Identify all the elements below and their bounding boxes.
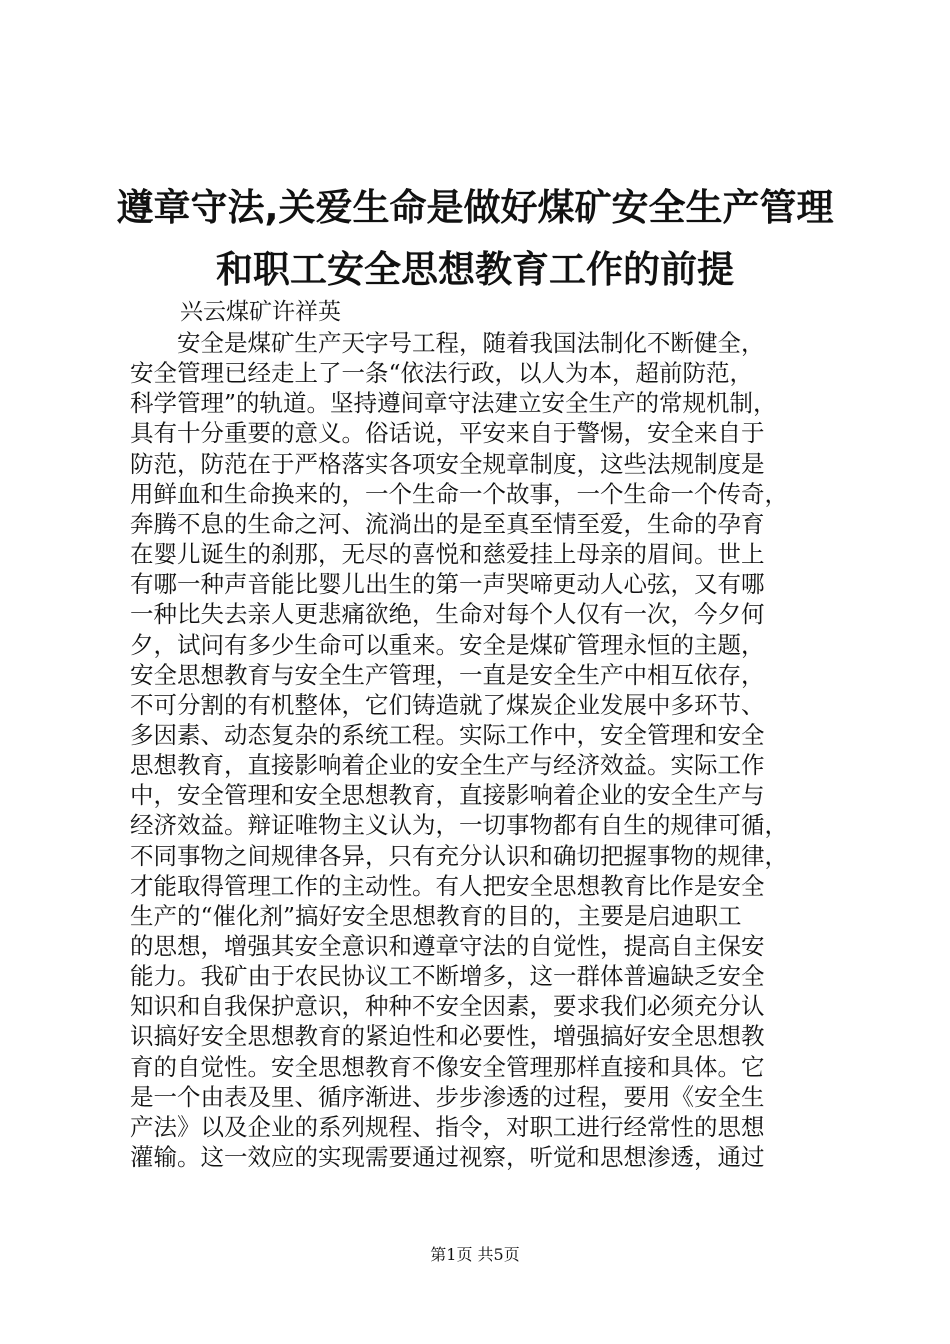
body-line: 中，安全管理和安全思想教育，直接影响着企业的安全生产与 xyxy=(130,781,765,810)
body-line: 安全是煤矿生产天字号工程，随着我国法制化不断健全， xyxy=(130,329,765,357)
document-title-line-1: 遵章守法,关爱生命是做好煤矿安全生产管理 xyxy=(116,186,834,229)
body-line: 夕，试问有多少生命可以重来。安全是煤矿管理永恒的主题， xyxy=(130,630,765,659)
body-line: 多因素、动态复杂的系统工程。实际工作中，安全管理和安全 xyxy=(130,720,765,749)
body-line: 的思想，增强其安全意识和遵章守法的自觉性，提高自主保安 xyxy=(130,932,765,960)
document-title-line-2: 和职工安全思想教育工作的前提 xyxy=(216,248,734,291)
body-line: 用鲜血和生命换来的，一个生命一个故事，一个生命一个传奇， xyxy=(130,479,788,508)
body-line: 不同事物之间规律各异，只有充分认识和确切把握事物的规律， xyxy=(130,841,788,870)
body-line: 科学管理”的轨道。坚持遵间章守法建立安全生产的常规机制， xyxy=(130,389,777,418)
body-line: 能力。我矿由于农民协议工不断增多，这一群体普遍缺乏安全 xyxy=(130,962,765,991)
body-line: 安全思想教育与安全生产管理，一直是安全生产中相互依存， xyxy=(130,660,765,689)
body-line: 灌输。这一效应的实现需要通过视察，听觉和思想渗透，通过 xyxy=(130,1143,765,1172)
body-line: 安全管理已经走上了一条“依法行政，以人为本，超前防范， xyxy=(130,359,754,388)
body-line: 经济效益。辩证唯物主义认为，一切事物都有自生的规律可循， xyxy=(130,811,788,840)
body-line: 不可分割的有机整体，它们铸造就了煤炭企业发展中多环节、 xyxy=(130,690,765,719)
body-line: 思想教育，直接影响着企业的安全生产与经济效益。实际工作 xyxy=(130,751,765,780)
body-line: 识搞好安全思想教育的紧迫性和必要性，增强搞好安全思想教 xyxy=(130,1022,765,1051)
body-line: 育的自觉性。安全思想教育不像安全管理那样直接和具体。它 xyxy=(130,1052,765,1081)
document-author: 兴云煤矿许祥英 xyxy=(180,299,341,325)
body-line: 具有十分重要的意义。俗话说，平安来自于警惕，安全来自于 xyxy=(130,419,765,448)
body-line: 产法》以及企业的系列规程、指令，对职工进行经常性的思想 xyxy=(130,1112,765,1141)
body-line: 是一个由表及里、循序渐进、步步渗透的过程，要用《安全生 xyxy=(130,1082,765,1111)
body-line: 生产的“催化剂”搞好安全思想教育的目的，主要是启迪职工 xyxy=(130,901,742,930)
body-line: 知识和自我保护意识，种种不安全因素，要求我们必须充分认 xyxy=(130,992,765,1021)
body-line: 奔腾不息的生命之河、流淌出的是至真至情至爱，生命的孕育 xyxy=(130,509,765,538)
body-line: 有哪一种声音能比婴儿出生的第一声哭啼更动人心弦，又有哪 xyxy=(130,570,765,599)
body-line: 防范，防范在于严格落实各项安全规章制度，这些法规制度是 xyxy=(130,449,765,478)
body-line: 才能取得管理工作的主动性。有人把安全思想教育比作是安全 xyxy=(130,871,765,900)
body-line: 在婴儿诞生的刹那，无尽的喜悦和慈爱挂上母亲的眉间。世上 xyxy=(130,540,765,569)
body-line: 一种比失去亲人更悲痛欲绝，生命对每个人仅有一次，今夕何 xyxy=(130,600,765,629)
page-footer: 第1页 共5页 xyxy=(430,1245,520,1264)
